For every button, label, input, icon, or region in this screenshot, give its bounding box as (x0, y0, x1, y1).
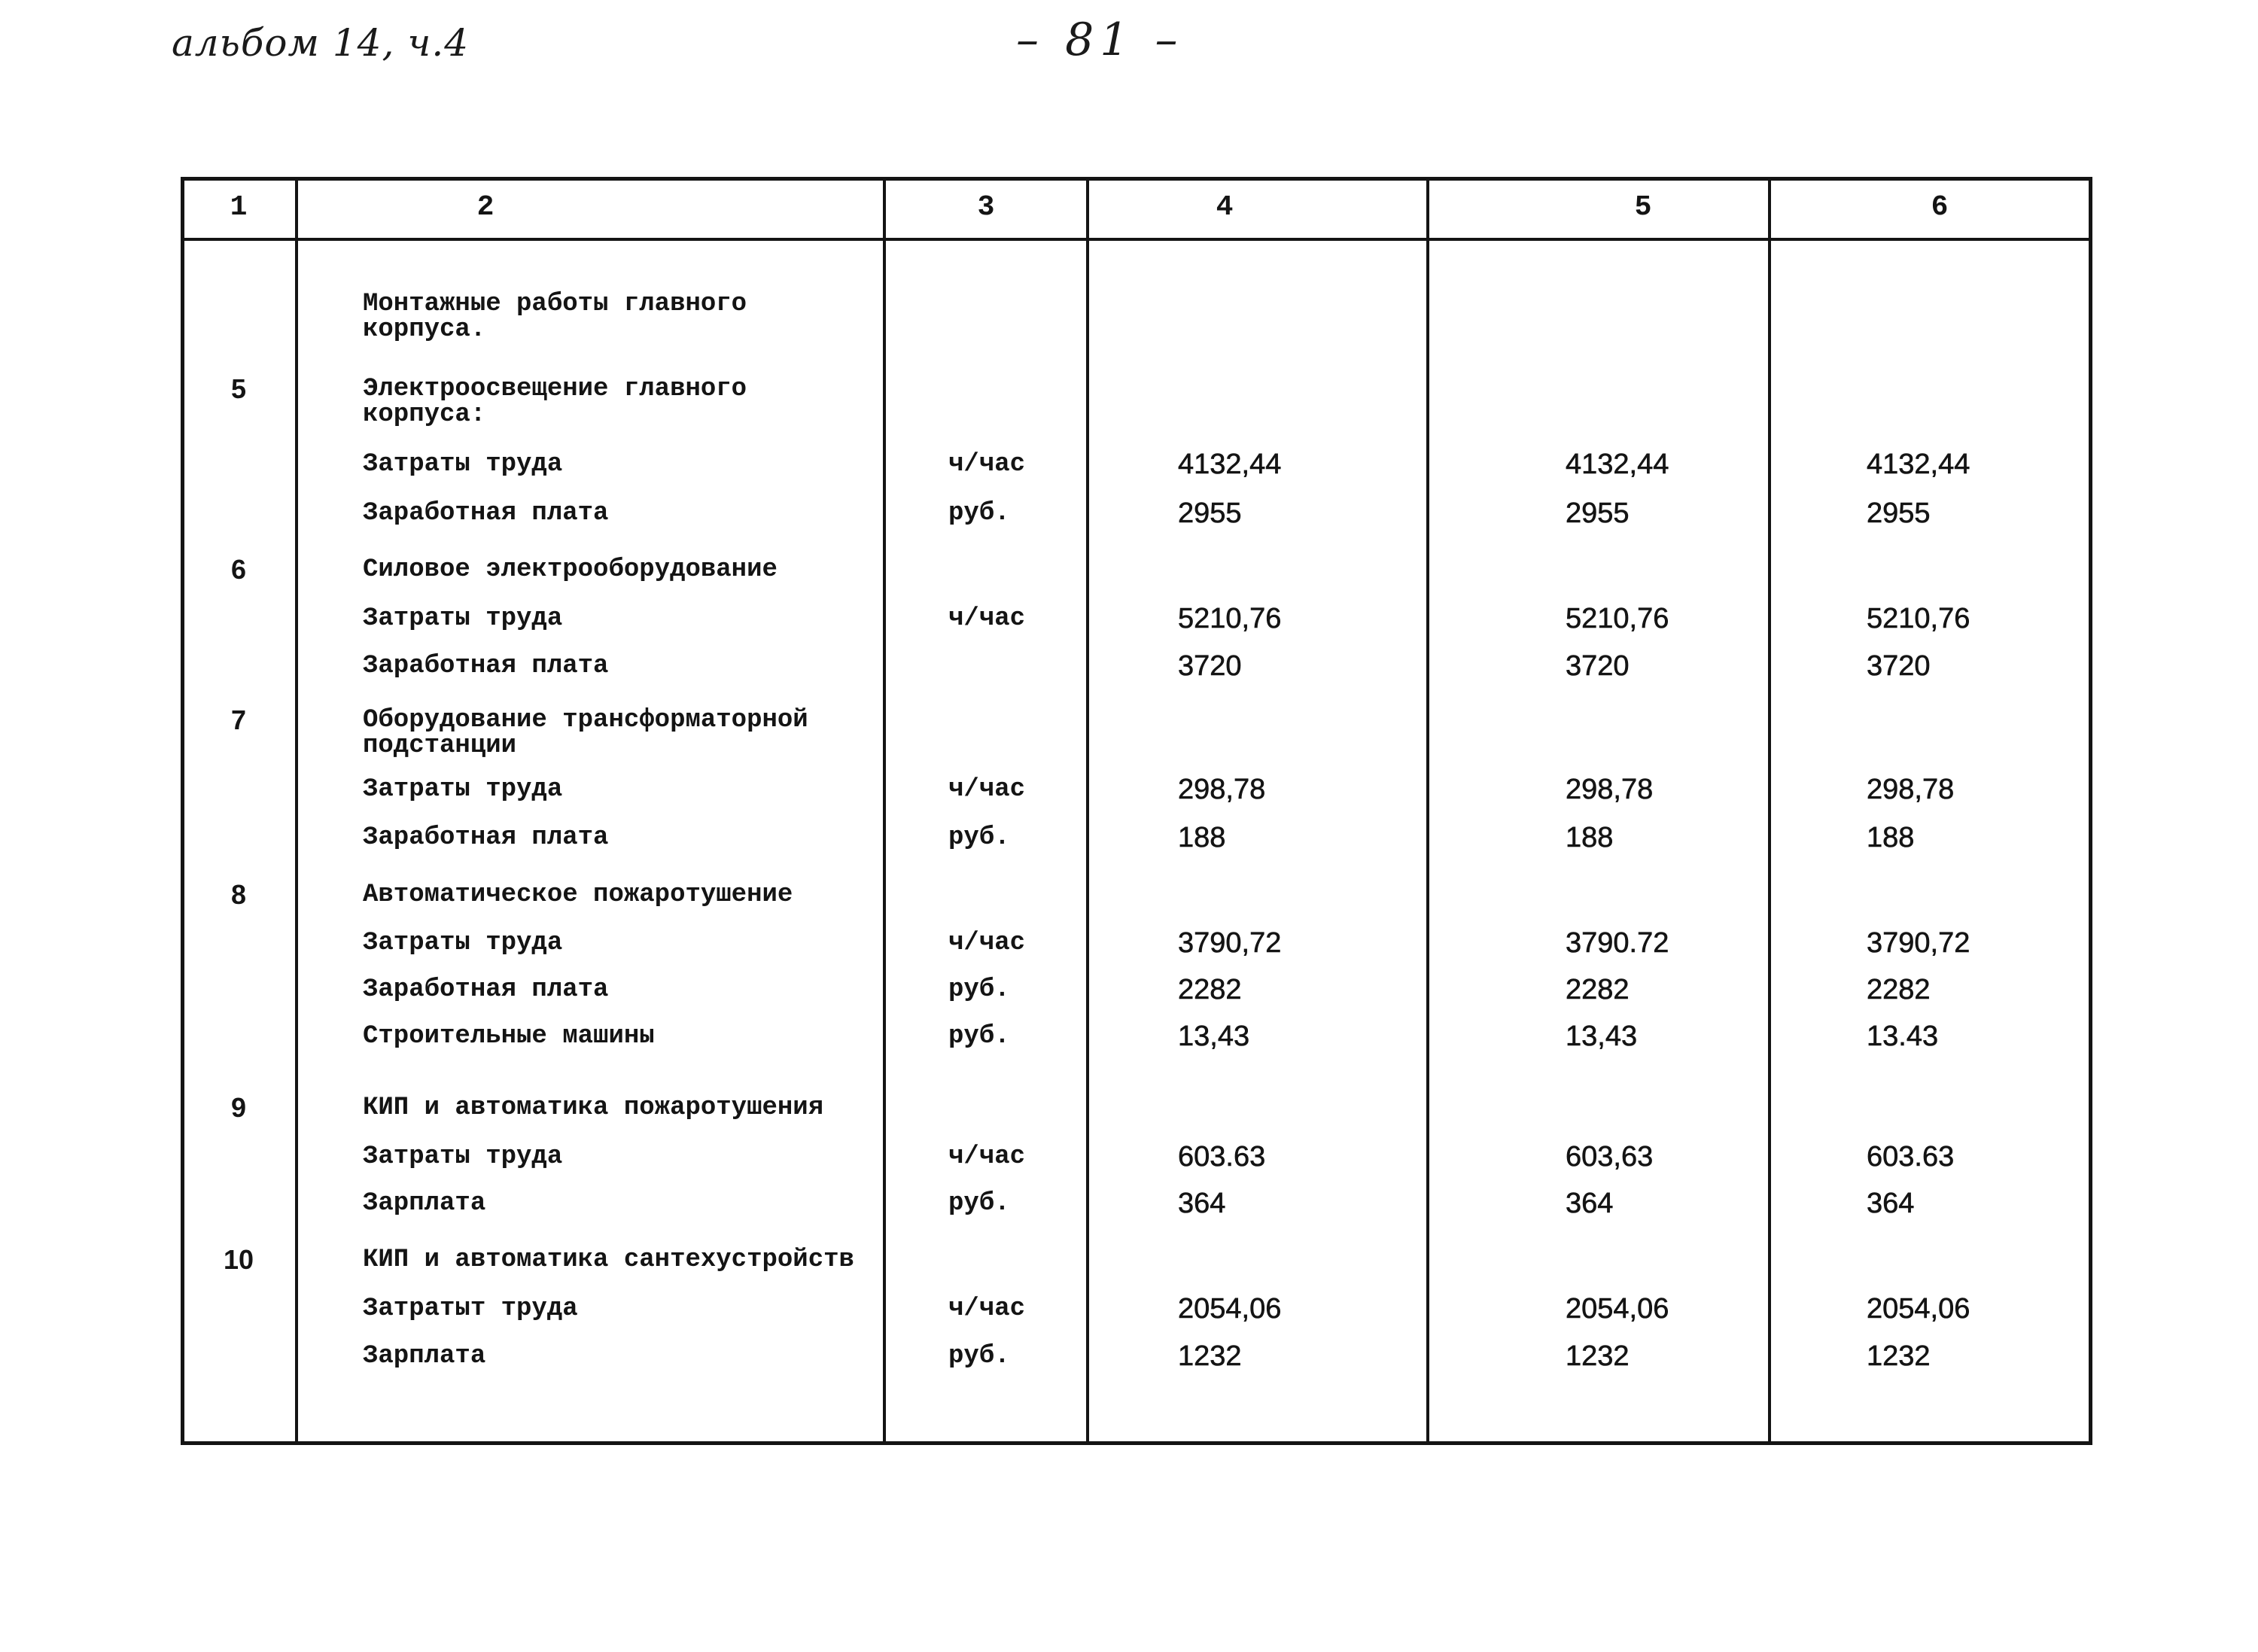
column-header-6: 6 (1931, 191, 1949, 224)
value-col-5: 188 (1566, 822, 1614, 853)
row-unit: ч/час (948, 1142, 1026, 1171)
value-col-5: 5210,76 (1566, 603, 1669, 634)
row-unit: руб. (948, 1189, 1010, 1218)
row-unit: руб. (948, 975, 1010, 1004)
album-note: альбом 14, ч.4 (172, 21, 470, 65)
row-description: Зарплата (363, 1342, 486, 1371)
value-col-5: 1232 (1566, 1340, 1630, 1372)
value-col-4: 4132,44 (1178, 449, 1282, 480)
row-description: Заработная плата (363, 975, 609, 1004)
row-number: 8 (230, 879, 247, 910)
value-col-6: 2955 (1867, 497, 1931, 529)
row-number: 9 (230, 1092, 247, 1123)
row-unit: ч/час (948, 450, 1026, 479)
value-col-6: 13.43 (1867, 1021, 1939, 1052)
value-col-5: 603,63 (1566, 1141, 1654, 1173)
value-col-6: 3720 (1867, 650, 1931, 682)
row-unit: ч/час (948, 775, 1026, 804)
row-description: Затраты труда (363, 775, 563, 804)
row-description: Затраты труда (363, 604, 563, 633)
row-unit: руб. (948, 1022, 1010, 1051)
row-unit: руб. (948, 499, 1010, 528)
column-divider (1426, 181, 1429, 1441)
value-col-4: 13,43 (1178, 1021, 1250, 1052)
row-description: Электроосвещение главного корпуса: (363, 375, 747, 429)
column-header-2: 2 (476, 191, 495, 224)
row-description: Зарплата (363, 1189, 486, 1218)
column-header-3: 3 (977, 191, 995, 224)
page-number: – 81 – (1016, 14, 1184, 66)
value-col-4: 298,78 (1178, 774, 1266, 805)
value-col-5: 3720 (1566, 650, 1630, 682)
row-unit: ч/час (948, 929, 1026, 957)
value-col-4: 3790,72 (1178, 927, 1282, 959)
value-col-6: 364 (1867, 1188, 1915, 1219)
value-col-5: 364 (1566, 1188, 1614, 1219)
value-col-4: 5210,76 (1178, 603, 1282, 634)
row-description: Строительные машины (363, 1022, 655, 1051)
value-col-4: 2282 (1178, 974, 1242, 1005)
column-header-5: 5 (1634, 191, 1652, 224)
value-col-5: 2955 (1566, 497, 1630, 529)
row-unit: ч/час (948, 1295, 1026, 1323)
row-description: Силовое электрооборудование (363, 555, 778, 584)
value-col-4: 188 (1178, 822, 1226, 853)
column-divider (883, 181, 886, 1441)
value-col-5: 298,78 (1566, 774, 1654, 805)
value-col-6: 298,78 (1867, 774, 1955, 805)
row-description: Заработная плата (363, 823, 609, 852)
row-description: Затраты труда (363, 929, 563, 957)
value-col-5: 3790.72 (1566, 927, 1669, 959)
value-col-4: 364 (1178, 1188, 1226, 1219)
value-col-4: 2955 (1178, 497, 1242, 529)
value-col-4: 3720 (1178, 650, 1242, 682)
row-number: 7 (230, 704, 247, 735)
value-col-5: 2054,06 (1566, 1293, 1669, 1325)
value-col-6: 2282 (1867, 974, 1931, 1005)
row-number: 6 (230, 554, 247, 585)
column-header-1: 1 (230, 191, 248, 224)
value-col-5: 2282 (1566, 974, 1630, 1005)
value-col-6: 5210,76 (1867, 603, 1970, 634)
row-description: КИП и автоматика сантехустройств (363, 1246, 854, 1274)
row-unit: руб. (948, 1342, 1010, 1371)
row-description: Монтажные работы главного корпуса. (363, 290, 747, 344)
value-col-6: 603.63 (1867, 1141, 1955, 1173)
row-description: Заработная плата (363, 652, 609, 680)
row-number: 5 (230, 373, 247, 404)
value-col-4: 1232 (1178, 1340, 1242, 1372)
column-divider (1086, 181, 1089, 1441)
value-col-6: 1232 (1867, 1340, 1931, 1372)
column-header-4: 4 (1216, 191, 1234, 224)
column-divider (1768, 181, 1771, 1441)
value-col-5: 13,43 (1566, 1021, 1638, 1052)
row-unit: руб. (948, 823, 1010, 852)
value-col-4: 603.63 (1178, 1141, 1266, 1173)
value-col-6: 3790,72 (1867, 927, 1970, 959)
row-description: КИП и автоматика пожаротушения (363, 1094, 824, 1122)
value-col-6: 188 (1867, 822, 1915, 853)
row-description: Затратыт труда (363, 1295, 578, 1323)
row-description: Автоматическое пожаротушение (363, 881, 793, 909)
value-col-4: 2054,06 (1178, 1293, 1282, 1325)
row-description: Оборудование трансформаторной подстанции (363, 706, 808, 760)
column-divider (295, 181, 298, 1441)
row-description: Затраты труда (363, 450, 563, 479)
row-description: Заработная плата (363, 499, 609, 528)
data-table (181, 177, 2092, 1445)
value-col-6: 2054,06 (1867, 1293, 1970, 1325)
row-unit: ч/час (948, 604, 1026, 633)
row-number: 10 (223, 1244, 254, 1275)
value-col-6: 4132,44 (1867, 449, 1970, 480)
value-col-5: 4132,44 (1566, 449, 1669, 480)
header-divider (184, 238, 2089, 241)
row-description: Затраты труда (363, 1142, 563, 1171)
